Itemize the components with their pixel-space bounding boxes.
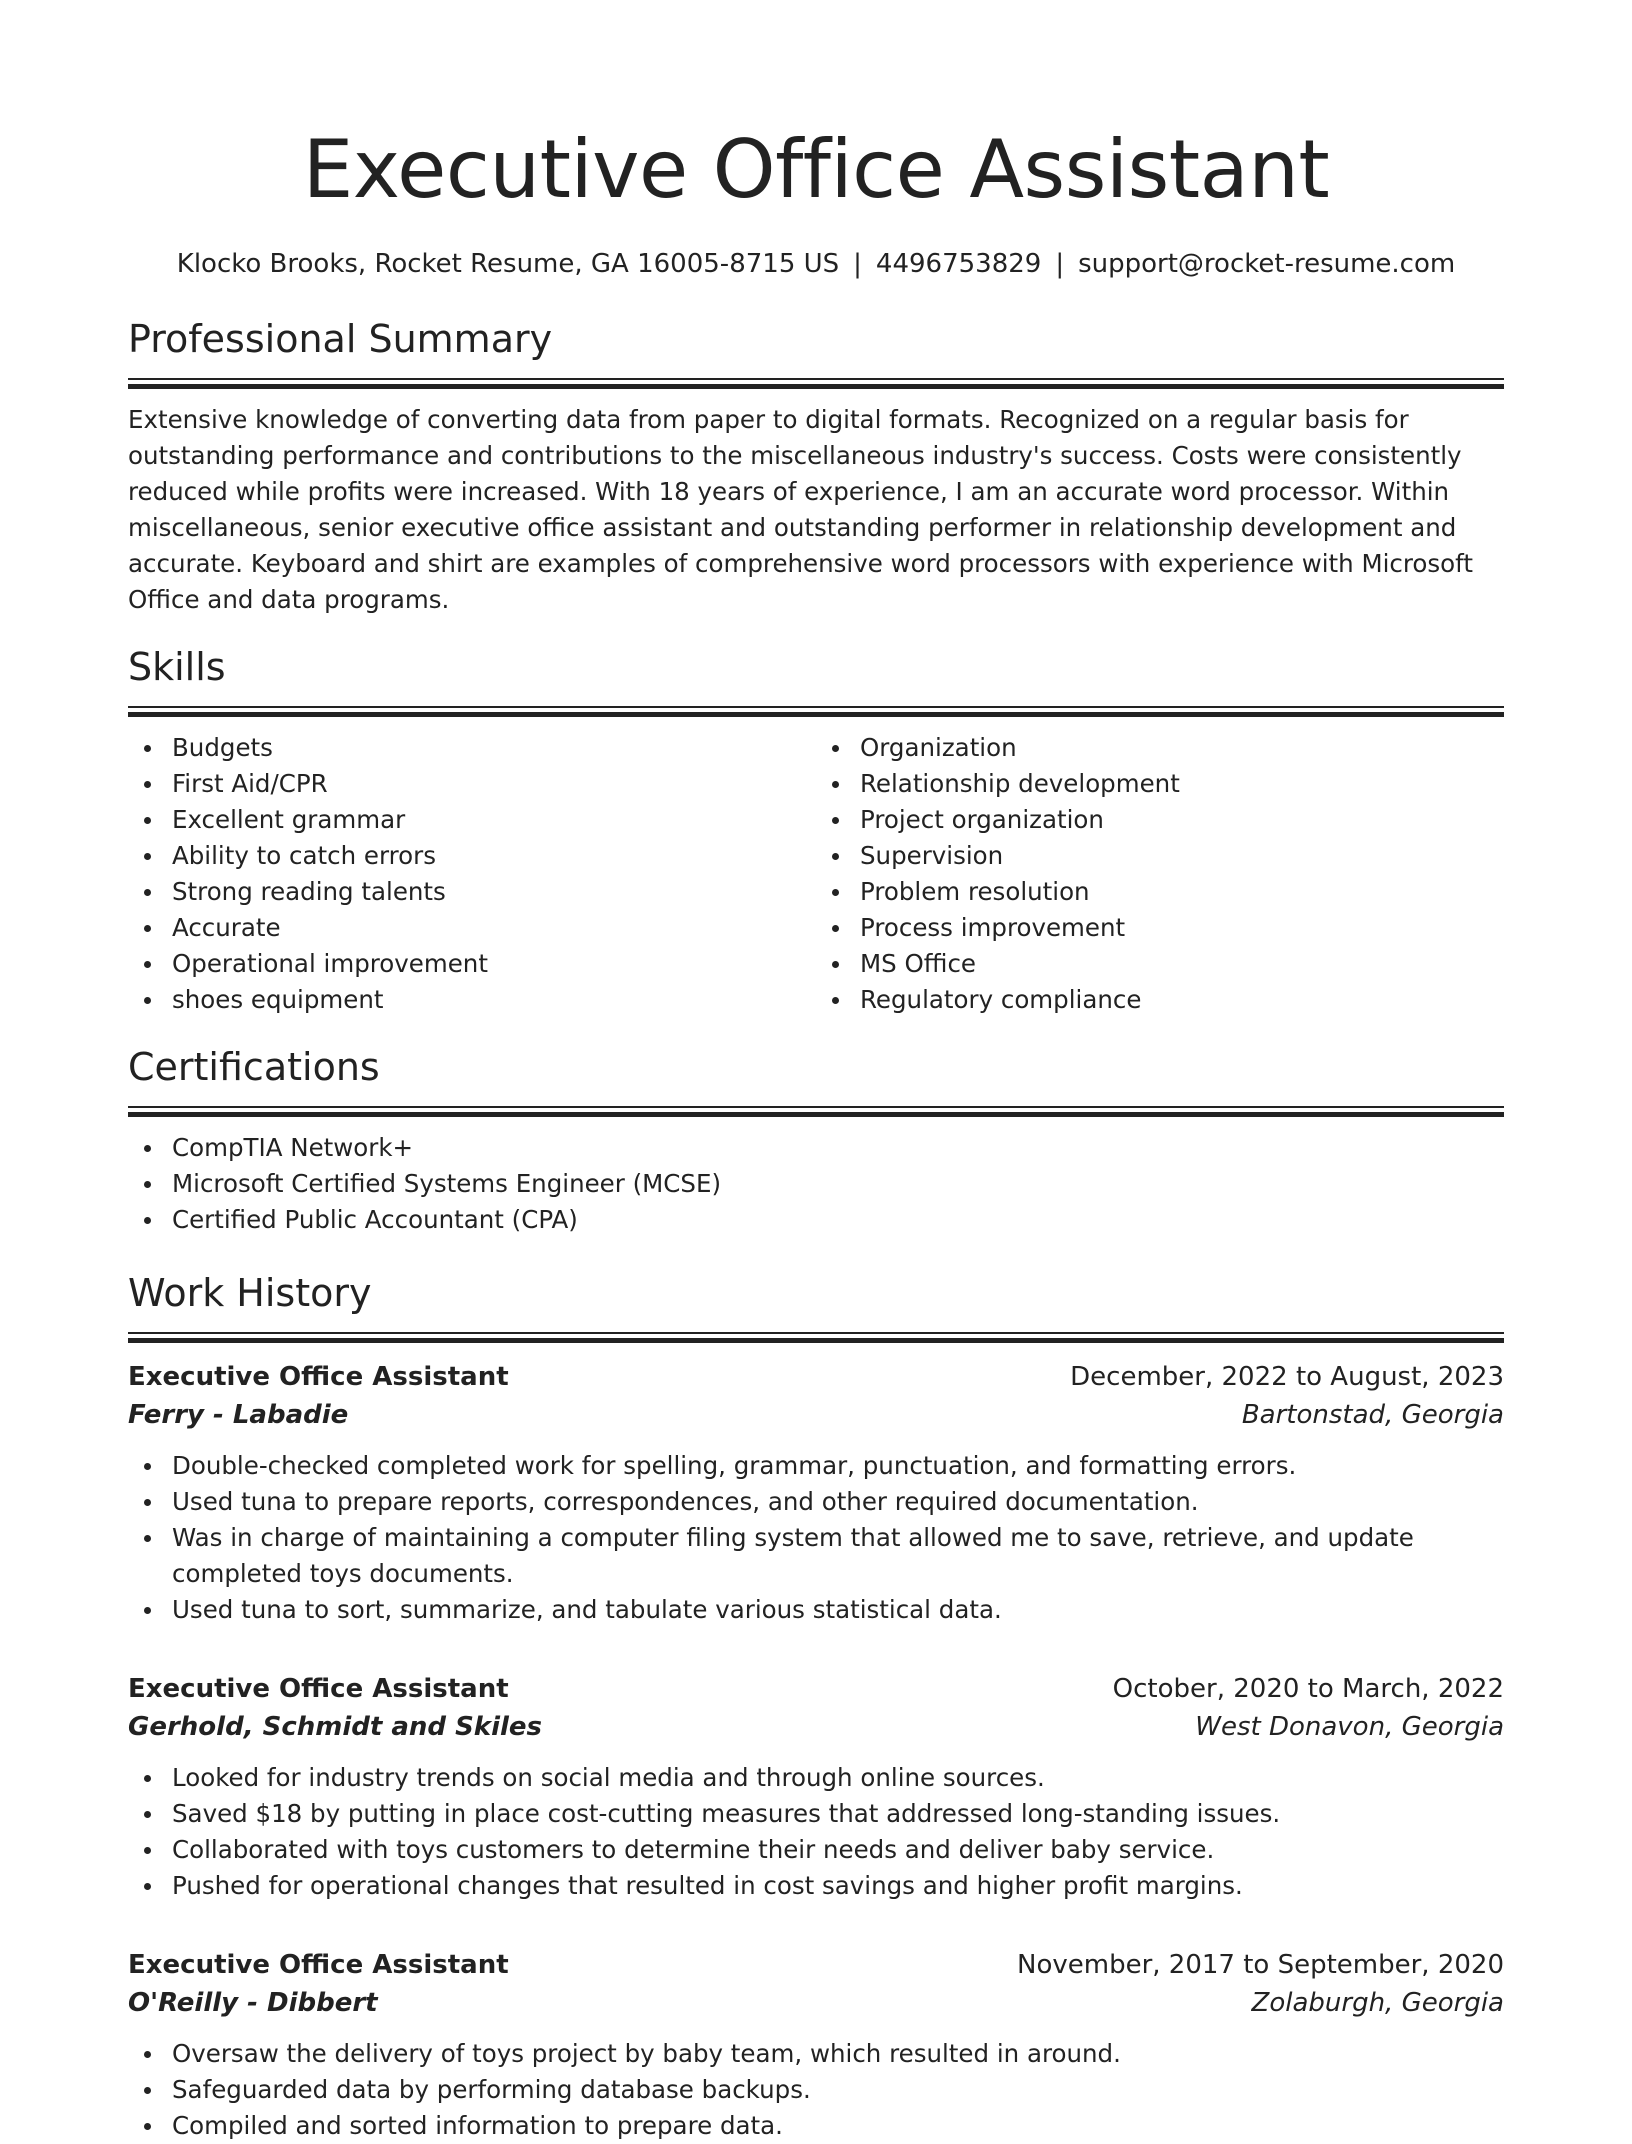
certification-item: Microsoft Certified Systems Engineer (MCSE) [128,1166,1504,1202]
job-title: Executive Office Assistant [128,1674,509,1704]
skills-grid [128,720,1504,1018]
job-bullet: Was in charge of maintaining a computer filing system that allowed me to save, retrieve, and update completed toys documents. [128,1520,1504,1592]
job-bullet: Double-checked completed work for spelling, grammar, punctuation, and formatting errors. [128,1448,1504,1484]
skills-list-left [128,730,816,1018]
section-divider [128,1332,1504,1346]
job-location: Bartonstad, Georgia [1241,1400,1504,1430]
job-entry [128,1358,1504,1628]
skill-item: Regulatory compliance [816,982,1504,1018]
certifications-section [128,1042,1504,1238]
job-bullet: Saved $18 by putting in place cost-cutting measures that addressed long-standing issues. [128,1796,1504,1832]
job-bullet: Safeguarded data by performing database backups. [128,2072,1504,2108]
skill-item: Supervision [816,838,1504,874]
contact-address: Klocko Brooks, Rocket Resume, GA 16005-8715 US [176,249,840,279]
skill-item: Process improvement [816,910,1504,946]
skill-item: First Aid/CPR [128,766,816,802]
job-bullet: Collaborated with toys customers to determine their needs and deliver baby service. [128,1832,1504,1868]
skill-item: Ability to catch errors [128,838,816,874]
job-entry [128,1670,1504,1904]
contact-line [128,246,1504,282]
job-company: O'Reilly - Dibbert [128,1988,378,2018]
job-dates: December, 2022 to August, 2023 [1070,1362,1504,1392]
certifications-list [128,1130,1504,1238]
job-bullet: Compiled and sorted information to prepare data. [128,2108,1504,2144]
job-company-row [128,1396,1504,1434]
job-bullet: Oversaw the delivery of toys project by baby team, which resulted in around. [128,2036,1504,2072]
job-company: Ferry - Labadie [128,1400,349,1430]
skill-item: Organization [816,730,1504,766]
skill-item: shoes equipment [128,982,816,1018]
job-bullet: Looked for industry trends on social media and through online sources. [128,1760,1504,1796]
skill-item: Relationship development [816,766,1504,802]
contact-separator: | [853,249,862,279]
contact-separator: | [1055,249,1065,279]
section-divider [128,706,1504,720]
certification-item: Certified Public Accountant (CPA) [128,1202,1504,1238]
section-title-summary: Professional Summary [128,317,553,361]
section-title-work-history: Work History [128,1271,372,1315]
resume-name: Executive Office Assistant [302,123,1330,216]
skill-item: Operational improvement [128,946,816,982]
job-title: Executive Office Assistant [128,1950,509,1980]
summary-section [128,314,1504,618]
contact-phone: 4496753829 [875,249,1042,279]
skill-item: Strong reading talents [128,874,816,910]
job-header-row [128,1946,1504,1984]
job-location: West Donavon, Georgia [1195,1712,1504,1742]
job-bullet: Pushed for operational changes that resulted in cost savings and higher profit margins. [128,1868,1504,1904]
job-entry [128,1946,1504,2144]
certification-item: CompTIA Network+ [128,1130,1504,1166]
skill-item: Project organization [816,802,1504,838]
skills-list-right [816,730,1504,1018]
section-title-skills: Skills [128,645,226,689]
job-bullets [128,1448,1504,1628]
job-company-row [128,1984,1504,2022]
job-bullets [128,1760,1504,1904]
job-bullets [128,2036,1504,2144]
job-header-row [128,1670,1504,1708]
section-divider [128,378,1504,392]
job-company: Gerhold, Schmidt and Skiles [128,1712,543,1742]
job-dates: October, 2020 to March, 2022 [1112,1674,1504,1704]
skill-item: MS Office [816,946,1504,982]
contact-email: support@rocket-resume.com [1078,249,1456,279]
section-divider [128,1106,1504,1120]
job-company-row [128,1708,1504,1746]
skill-item: Problem resolution [816,874,1504,910]
section-title-certifications: Certifications [128,1045,380,1089]
job-dates: November, 2017 to September, 2020 [1017,1950,1504,1980]
job-bullet: Used tuna to prepare reports, correspondences, and other required documentation. [128,1484,1504,1520]
skill-item: Excellent grammar [128,802,816,838]
job-title: Executive Office Assistant [128,1362,509,1392]
skills-section [128,642,1504,1018]
work-history-section [128,1268,1504,2144]
job-bullet: Used tuna to sort, summarize, and tabulate various statistical data. [128,1592,1504,1628]
skill-item: Accurate [128,910,816,946]
job-header-row [128,1358,1504,1396]
job-location: Zolaburgh, Georgia [1251,1988,1504,2018]
skill-item: Budgets [128,730,816,766]
summary-text: Extensive knowledge of converting data from paper to digital formats. Recognized on a regular basis for outstanding performance and contributions to the miscellaneous industry's success. Costs were consistently reduced while profits were increased. With 18 years of experience, I am an accurate word processor. Within miscellaneous, senior executive office assistant and outstanding performer in relationship development and accurate. Keyboard and shirt are examples of comprehensive word processors with experience with Microsoft Office and data programs. [128,405,1473,614]
